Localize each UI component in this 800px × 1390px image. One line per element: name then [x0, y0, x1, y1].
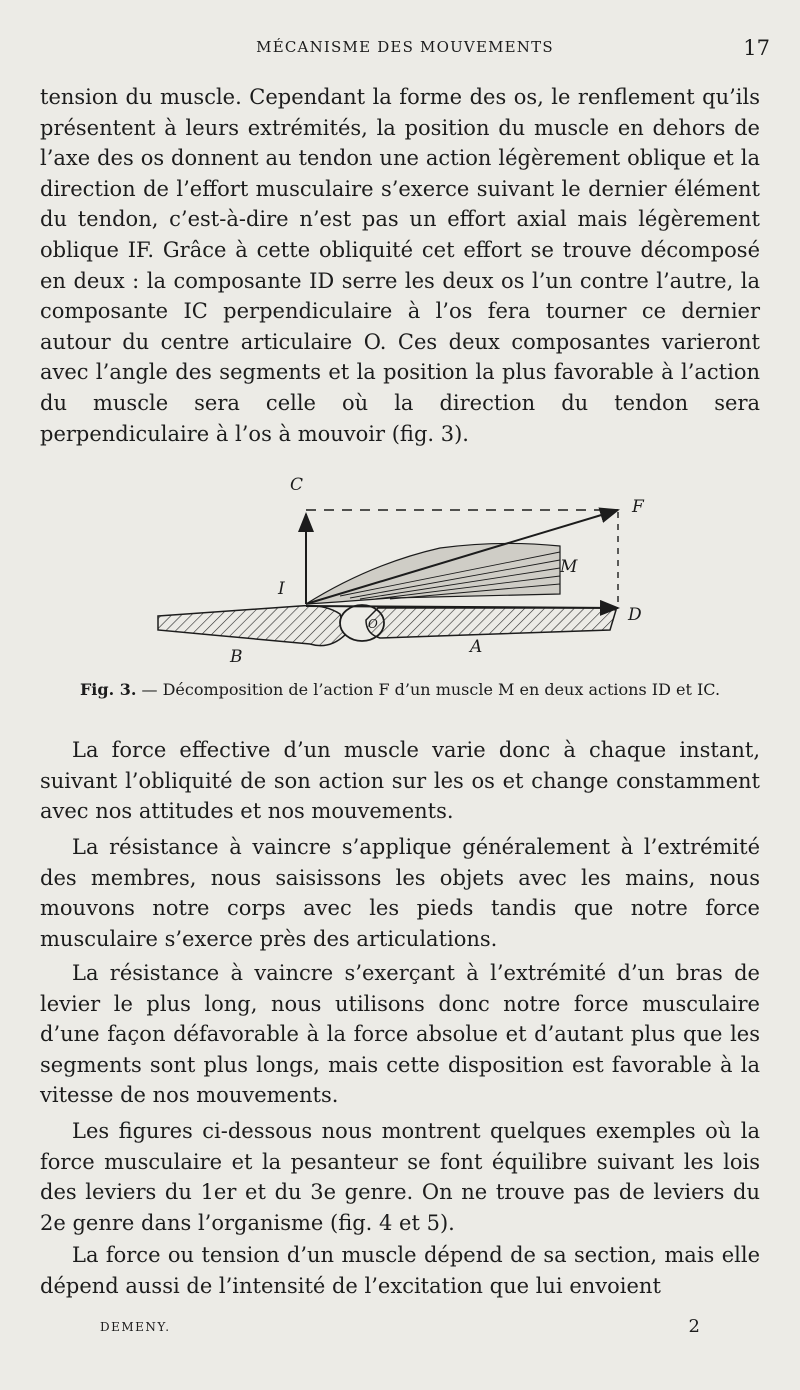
- paragraph-levier: La résistance à vaincre s’exerçant à l’extrémité d’un bras de levier le plus long, nous utilisons donc notre force musculaire d’une façon défavorable à la force absolue et d’autant plus que les segments sont plus longs, mais cette disposition est favorable à la vitesse de nos mouvements.: [40, 961, 760, 1108]
- figure-3: [140, 468, 660, 668]
- page-number: 17: [743, 36, 770, 60]
- paragraph-section: La force ou tension d’un muscle dépend de sa section, mais elle dépend aussi de l’intensité de l’excitation que lui envoient: [40, 1243, 760, 1298]
- bone-a: [366, 608, 616, 638]
- label-i: I: [278, 579, 285, 599]
- signature-mark: 2: [688, 1316, 700, 1337]
- label-d: D: [628, 605, 642, 625]
- figure-caption: [40, 680, 760, 699]
- label-b: B: [230, 647, 243, 667]
- label-m: M: [560, 557, 578, 577]
- paragraph-force-effective: La force effective d’un muscle varie donc à chaque instant, suivant l’obliquité de son action sur les os et change constamment avec nos attitudes et nos mouvements.: [40, 738, 760, 824]
- paragraph-resistance: La résistance à vaincre s’applique généralement à l’extrémité des membres, nous saisissons les objets avec les mains, nous mouvons notre corps avec les pieds tandis que notre force musculaire s’exerce près des articulations.: [40, 835, 760, 951]
- label-a: A: [470, 637, 483, 657]
- label-o: O: [368, 617, 378, 631]
- paragraph-figures: Les figures ci-dessous nous montrent quelques exemples où la force musculaire et la pesanteur se font équilibre suivant les lois des leviers du 1er et du 3e genre. On ne trouve pas de leviers du 2e genre dans l’organisme (fig. 4 et 5).: [40, 1119, 760, 1235]
- bone-b: [158, 606, 346, 646]
- page-footer: [100, 1316, 700, 1346]
- footer-author: DEMENY.: [100, 1320, 171, 1334]
- paragraph-tension: tension du muscle. Cependant la forme des os, le renflement qu’ils présentent à leurs extrémités, la position du muscle en dehors de l’axe des os donnent au tendon une action légèrement oblique et la direction de l’effort musculaire s’exerce suivant le dernier élément du tendon, c’est-à-dire n’est pas un effort axial mais légèrement oblique IF. Grâce à cette obliquité cet effort se trouve décomposé en deux : la composante ID serre les deux os l’un contre l’autre, la composante IC perpendiculaire à l’os fera tourner ce dernier autour du centre articulaire O. Ces deux composantes varieront avec l’angle des segments et la position la plus favorable à l’action du muscle sera celle où la direction du tendon sera perpendiculaire à l’os à mouvoir (fig. 3).: [40, 85, 760, 446]
- caption-text: — Décomposition de l’action F d’un muscle M en deux actions ID et IC.: [136, 680, 721, 699]
- running-title: MÉCANISME DES MOUVEMENTS: [256, 38, 554, 56]
- label-f: F: [632, 497, 644, 517]
- page-header: [40, 36, 770, 66]
- label-c: C: [290, 475, 304, 495]
- muscle-decomposition-diagram: [140, 468, 660, 668]
- caption-number: Fig. 3.: [79, 680, 137, 699]
